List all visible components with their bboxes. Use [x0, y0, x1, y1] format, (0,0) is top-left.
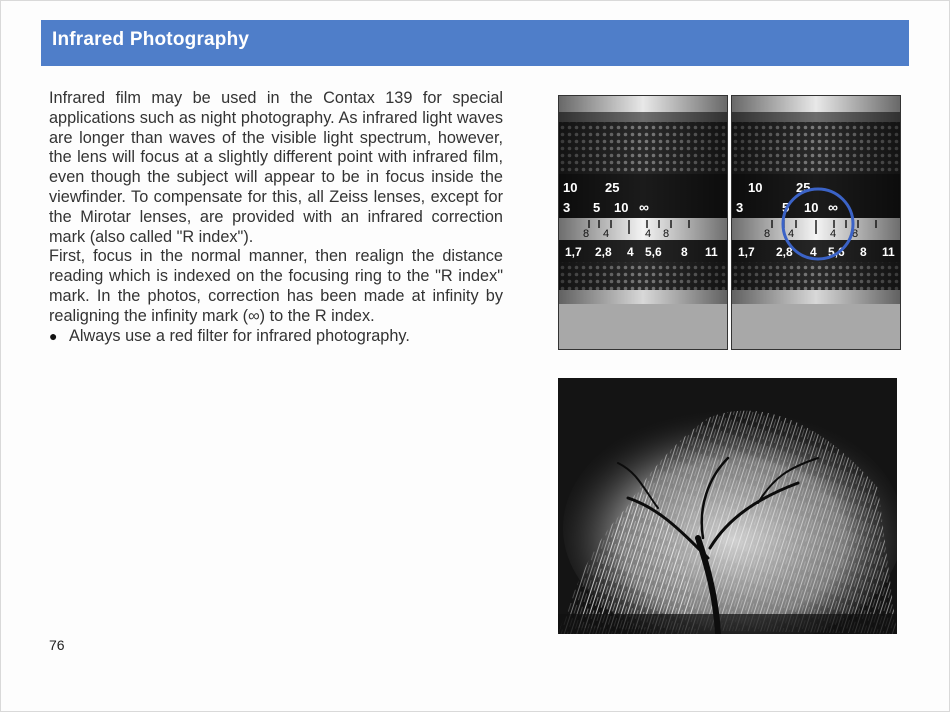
aperture-4: 8 [860, 245, 867, 259]
tree-illustration [558, 378, 897, 634]
paragraph-focus-procedure: First, focus in the normal manner, then realign the distance reading which is indexed on the focusing ring to the "R index" mark. In the photos, correction has been made at infinity by realigning the infinity mark (∞) to the R index. [49, 247, 503, 325]
paragraph-infrared-intro: Infrared film may be used in the Contax 139 for special applications such as night photography. As infrared light waves are longer than waves of the visible light spectrum, however, the lens will focus at a slightly different point with infrared film, even though the subject will appear to be in focus inside the viewfinder. To compensate for this, all Zeiss lenses, except for the Mirotar lenses, are provided with an infrared correction mark (also called "R index"). [49, 89, 503, 246]
section-header-bar [41, 20, 909, 66]
dof-scale-0: 8 [764, 228, 771, 240]
lens-photo-infrared-corrected [731, 95, 901, 350]
aperture-4: 8 [681, 245, 688, 259]
bullet-item [49, 327, 503, 347]
distance-mid-0: 3 [563, 200, 571, 215]
aperture-3: 5,6 [645, 245, 662, 259]
dof-scale-3: 8 [852, 228, 859, 240]
lens-photo-normal [558, 95, 728, 350]
aperture-5: 11 [705, 245, 718, 259]
aperture-0: 1,7 [738, 245, 755, 259]
dof-scale-1: 4 [788, 228, 795, 240]
dof-scale-2: 4 [645, 228, 652, 240]
lens-illustration-right [732, 96, 900, 349]
distance-mid-2: 10 [804, 200, 819, 215]
section-title: Infrared Photography [52, 29, 250, 50]
distance-mid-2: 10 [614, 200, 629, 215]
aperture-2: 4 [627, 245, 634, 259]
distance-top-1: 25 [796, 180, 811, 195]
bullet-dot-icon: ● [49, 327, 58, 344]
lens-illustration-left [559, 96, 727, 349]
page-number: 76 [49, 637, 65, 653]
dof-scale-2: 4 [830, 228, 837, 240]
distance-mid-0: 3 [736, 200, 744, 215]
body-text [49, 89, 503, 346]
aperture-3: 5,6 [828, 245, 845, 259]
dof-scale-1: 4 [603, 228, 610, 240]
distance-mid-1: 5 [593, 200, 601, 215]
distance-top-0: 10 [748, 180, 763, 195]
distance-top-1: 25 [605, 180, 620, 195]
distance-mid-3: ∞ [639, 199, 649, 215]
distance-top-0: 10 [563, 180, 578, 195]
bullet-text: Always use a red filter for infrared photography. [69, 326, 410, 345]
dof-scale-3: 8 [663, 228, 670, 240]
aperture-0: 1,7 [565, 245, 582, 259]
infrared-tree-photo [558, 378, 897, 634]
dof-scale-0: 8 [583, 228, 590, 240]
aperture-1: 2,8 [595, 245, 612, 259]
aperture-1: 2,8 [776, 245, 793, 259]
distance-mid-3: ∞ [828, 199, 838, 215]
aperture-2: 4 [810, 245, 817, 259]
distance-mid-1: 5 [782, 200, 790, 215]
aperture-5: 11 [882, 245, 895, 259]
